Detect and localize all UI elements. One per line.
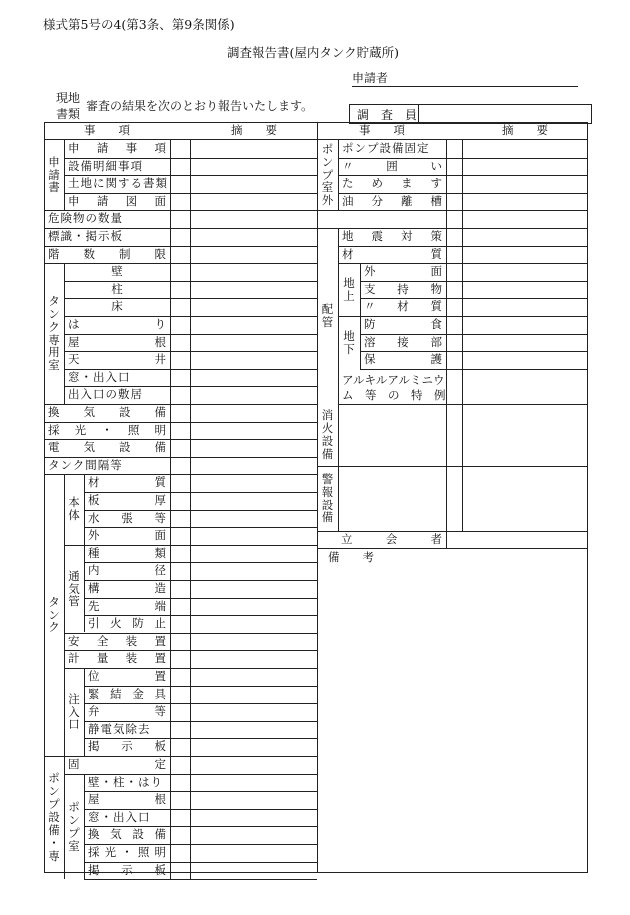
pump-room-group-label: ポ ン プ 室 bbox=[68, 800, 80, 853]
left-summary-header: 摘 要 bbox=[231, 122, 277, 137]
right-summary-header: 摘 要 bbox=[502, 122, 548, 137]
left-check-cell[interactable] bbox=[171, 387, 190, 404]
inspector-label: 調 査 員 bbox=[357, 108, 418, 122]
left-check-cell[interactable] bbox=[171, 299, 190, 316]
right-summary-cell[interactable] bbox=[463, 194, 588, 211]
left-item-row: 緊 結 金 具 bbox=[88, 687, 166, 702]
chuu-group-label: 注 入 口 bbox=[68, 691, 80, 732]
alkyl-aluminum-row bbox=[342, 373, 446, 404]
right-item-header: 事 項 bbox=[359, 122, 405, 137]
left-summary-cell[interactable] bbox=[191, 528, 317, 545]
shouka-label: 消 火 設 備 bbox=[321, 408, 334, 461]
tachiai-row: 立 会 者 bbox=[341, 532, 442, 547]
right-summary-cell[interactable] bbox=[463, 229, 588, 246]
left-check-cell[interactable] bbox=[171, 775, 190, 792]
right-check-cell[interactable] bbox=[447, 335, 462, 352]
left-item-row: 土地に関する書類 bbox=[68, 176, 168, 191]
left-check-cell[interactable] bbox=[171, 792, 190, 809]
left-item-row: 採 光 ・ 照 明 bbox=[88, 845, 166, 860]
left-summary-cell[interactable] bbox=[191, 335, 317, 352]
haikan-group-label: 配 管 bbox=[321, 302, 334, 329]
left-item-row: 壁・柱・はり bbox=[88, 775, 163, 790]
left-check-cell[interactable] bbox=[171, 335, 190, 352]
left-check-cell[interactable] bbox=[171, 845, 190, 862]
intro-text: 審査の結果を次のとおり報告いたします。 bbox=[86, 99, 314, 113]
right-summary-cell[interactable] bbox=[463, 211, 588, 228]
left-item-row: 安 全 装 置 bbox=[68, 634, 166, 649]
left-summary-cell[interactable] bbox=[191, 722, 317, 739]
alkyl-line-1: アルキルアルミニウ bbox=[342, 372, 445, 387]
left-item-row: 階 数 制 限 bbox=[48, 247, 166, 262]
right-summary-cell[interactable] bbox=[463, 352, 588, 369]
left-check-cell[interactable] bbox=[171, 317, 190, 334]
inspector-field[interactable] bbox=[419, 105, 591, 123]
left-summary-cell[interactable] bbox=[191, 845, 317, 862]
right-summary-cell[interactable] bbox=[463, 299, 588, 316]
applicant-label: 申請者 bbox=[352, 71, 389, 85]
left-summary-cell[interactable] bbox=[191, 827, 317, 844]
right-check-cell[interactable] bbox=[447, 176, 462, 193]
left-item-header: 事 項 bbox=[84, 122, 130, 137]
left-check-cell[interactable] bbox=[171, 264, 190, 281]
left-item-row: 採 光 ・ 照 明 bbox=[48, 423, 166, 438]
left-item-row: 申 請 図 面 bbox=[68, 194, 166, 209]
left-summary-cell[interactable] bbox=[191, 616, 317, 633]
left-item-row: 固 定 bbox=[68, 757, 166, 772]
left-item-row: 柱 bbox=[111, 282, 123, 297]
left-item-row: 床 bbox=[111, 299, 123, 314]
right-summary-cell[interactable] bbox=[463, 282, 588, 299]
left-summary-cell[interactable] bbox=[191, 651, 317, 668]
left-item-row: 天 井 bbox=[68, 352, 166, 367]
left-check-cell[interactable] bbox=[171, 687, 190, 704]
right-summary-cell[interactable] bbox=[463, 370, 588, 404]
left-check-cell[interactable] bbox=[171, 211, 190, 228]
left-item-row: 弁 等 bbox=[88, 704, 166, 719]
haikan-row: 保 護 bbox=[364, 352, 442, 367]
chika-group-label: 地 下 bbox=[343, 328, 355, 356]
left-check-cell[interactable] bbox=[171, 810, 190, 827]
right-summary-cell[interactable] bbox=[463, 467, 588, 531]
right-summary-cell[interactable] bbox=[463, 264, 588, 281]
tank-room-group-label: タ ン ク 専 用 室 bbox=[48, 293, 60, 373]
left-summary-cell[interactable] bbox=[191, 775, 317, 792]
left-summary-cell[interactable] bbox=[191, 511, 317, 528]
pump-out-row: 油 分 離 槽 bbox=[342, 194, 442, 209]
left-summary-cell[interactable] bbox=[191, 229, 317, 246]
left-summary-cell[interactable] bbox=[191, 458, 317, 475]
left-summary-cell[interactable] bbox=[191, 387, 317, 404]
left-item-row: 換 気 設 備 bbox=[48, 405, 166, 420]
left-check-cell[interactable] bbox=[171, 458, 190, 475]
left-summary-cell[interactable] bbox=[191, 704, 317, 721]
left-item-row: 屋 根 bbox=[88, 792, 166, 807]
left-summary-cell[interactable] bbox=[191, 211, 317, 228]
left-summary-cell[interactable] bbox=[191, 282, 317, 299]
haikan-row: 材 質 bbox=[342, 247, 442, 262]
left-check-cell[interactable] bbox=[171, 352, 190, 369]
hontai-group-label: 本 体 bbox=[68, 495, 80, 522]
left-check-cell[interactable] bbox=[171, 722, 190, 739]
left-check-cell[interactable] bbox=[171, 599, 190, 616]
left-check-cell[interactable] bbox=[171, 423, 190, 440]
left-check-cell[interactable] bbox=[171, 634, 190, 651]
right-check-cell[interactable] bbox=[447, 352, 462, 369]
haikan-row: 防 食 bbox=[364, 317, 442, 332]
pump-group-label: ポ ン プ 設 備 ・ 専 bbox=[48, 771, 60, 863]
pump-out-row: 〃 囲 い bbox=[342, 159, 442, 174]
right-summary-cell[interactable] bbox=[463, 176, 588, 193]
left-summary-cell[interactable] bbox=[191, 475, 317, 492]
tank-group-label: タ ン ク bbox=[48, 594, 60, 635]
left-item-row: 壁 bbox=[111, 264, 123, 279]
left-summary-cell[interactable] bbox=[191, 739, 317, 756]
left-summary-cell[interactable] bbox=[191, 687, 317, 704]
left-check-cell[interactable] bbox=[171, 440, 190, 457]
left-item-row: 引 火 防 止 bbox=[88, 616, 166, 631]
left-check-cell[interactable] bbox=[171, 827, 190, 844]
left-summary-cell[interactable] bbox=[191, 493, 317, 510]
left-check-cell[interactable] bbox=[171, 581, 190, 598]
left-summary-cell[interactable] bbox=[191, 352, 317, 369]
left-check-cell[interactable] bbox=[171, 176, 190, 193]
right-summary-cell[interactable] bbox=[463, 335, 588, 352]
left-item-row: 窓・出入口 bbox=[68, 370, 131, 385]
left-summary-cell[interactable] bbox=[191, 757, 317, 774]
left-check-cell[interactable] bbox=[171, 141, 190, 158]
left-summary-cell[interactable] bbox=[191, 792, 317, 809]
right-summary-cell[interactable] bbox=[463, 317, 588, 334]
left-check-cell[interactable] bbox=[171, 493, 190, 510]
left-item-row: 材 質 bbox=[88, 475, 166, 490]
shinsei-group-label: 申 請 書 bbox=[48, 154, 60, 195]
left-item-row: 水 張 等 bbox=[88, 511, 166, 526]
left-item-row: 内 径 bbox=[88, 563, 166, 578]
left-item-row: 申 請 事 項 bbox=[68, 141, 166, 156]
haikan-row: 溶 接 部 bbox=[364, 335, 442, 350]
left-check-cell[interactable] bbox=[171, 282, 190, 299]
form-number: 様式第5号の4(第3条、第9条関係) bbox=[43, 17, 235, 32]
left-item-row: 静電気除去 bbox=[88, 722, 151, 737]
left-summary-cell[interactable] bbox=[191, 299, 317, 316]
keihou-label: 警 報 設 備 bbox=[321, 471, 334, 525]
left-check-cell[interactable] bbox=[171, 405, 190, 422]
left-item-row: 掲 示 板 bbox=[88, 863, 166, 878]
right-check-cell[interactable] bbox=[447, 282, 462, 299]
left-check-cell[interactable] bbox=[171, 757, 190, 774]
left-check-cell[interactable] bbox=[171, 616, 190, 633]
left-check-cell[interactable] bbox=[171, 370, 190, 387]
applicant-underline bbox=[352, 86, 578, 87]
left-item-row: 板 厚 bbox=[88, 493, 166, 508]
pump-out-group-label: ポ ン プ 室 外 bbox=[321, 141, 334, 208]
left-item-row: 危険物の数量 bbox=[48, 211, 123, 226]
left-check-cell[interactable] bbox=[171, 475, 190, 492]
left-summary-cell[interactable] bbox=[191, 546, 317, 563]
right-check-cell[interactable] bbox=[447, 141, 462, 158]
left-item-row: 種 類 bbox=[88, 546, 166, 561]
right-check-cell[interactable] bbox=[447, 299, 462, 316]
left-check-cell[interactable] bbox=[171, 159, 190, 176]
applicant-field[interactable] bbox=[392, 68, 578, 86]
left-summary-cell[interactable] bbox=[191, 581, 317, 598]
right-summary-cell[interactable] bbox=[463, 247, 588, 264]
left-check-cell[interactable] bbox=[171, 863, 190, 880]
left-check-cell[interactable] bbox=[171, 194, 190, 211]
left-summary-cell[interactable] bbox=[191, 405, 317, 422]
left-check-cell[interactable] bbox=[171, 546, 190, 563]
left-summary-cell[interactable] bbox=[191, 176, 317, 193]
left-summary-cell[interactable] bbox=[191, 634, 317, 651]
left-summary-cell[interactable] bbox=[191, 317, 317, 334]
pump-out-row: ポンプ設備固定 bbox=[342, 141, 430, 156]
right-check-cell[interactable] bbox=[447, 194, 462, 211]
right-check-cell[interactable] bbox=[447, 317, 462, 334]
left-check-cell[interactable] bbox=[171, 739, 190, 756]
left-summary-cell[interactable] bbox=[191, 159, 317, 176]
right-check-cell[interactable] bbox=[447, 211, 462, 228]
left-summary-cell[interactable] bbox=[191, 264, 317, 281]
right-check-cell[interactable] bbox=[447, 405, 462, 466]
right-check-cell[interactable] bbox=[447, 247, 462, 264]
left-summary-cell[interactable] bbox=[191, 194, 317, 211]
left-summary-cell[interactable] bbox=[191, 440, 317, 457]
left-check-cell[interactable] bbox=[171, 511, 190, 528]
left-check-cell[interactable] bbox=[171, 704, 190, 721]
remarks-label: 備 考 bbox=[328, 549, 374, 564]
page-title: 調査報告書(屋内タンク貯蔵所) bbox=[227, 45, 400, 60]
right-summary-cell[interactable] bbox=[463, 141, 588, 158]
right-check-cell[interactable] bbox=[447, 159, 462, 176]
left-summary-cell[interactable] bbox=[191, 669, 317, 686]
left-item-row: 出入口の敷居 bbox=[68, 387, 143, 402]
left-item-row: 位 置 bbox=[88, 669, 166, 684]
left-summary-cell[interactable] bbox=[191, 563, 317, 580]
right-check-cell[interactable] bbox=[447, 264, 462, 281]
left-check-cell[interactable] bbox=[171, 669, 190, 686]
left-check-cell[interactable] bbox=[171, 229, 190, 246]
left-item-row: 設備明細事項 bbox=[68, 159, 143, 174]
left-summary-cell[interactable] bbox=[191, 423, 317, 440]
right-summary-cell[interactable] bbox=[463, 159, 588, 176]
chijou-group-label: 地 上 bbox=[343, 275, 355, 303]
right-check-cell[interactable] bbox=[447, 229, 462, 246]
left-check-cell[interactable] bbox=[171, 247, 190, 264]
left-summary-cell[interactable] bbox=[191, 247, 317, 264]
left-summary-cell[interactable] bbox=[191, 810, 317, 827]
tsuki-group-label: 通 気 管 bbox=[68, 568, 80, 609]
left-check-cell[interactable] bbox=[171, 651, 190, 668]
right-check-cell[interactable] bbox=[447, 370, 462, 404]
left-summary-cell[interactable] bbox=[191, 863, 317, 880]
tachiai-field[interactable] bbox=[447, 532, 588, 549]
remarks-field[interactable] bbox=[318, 566, 587, 872]
left-summary-cell[interactable] bbox=[191, 141, 317, 158]
left-item-row: 換 気 設 備 bbox=[88, 827, 166, 842]
left-item-row: 先 端 bbox=[88, 599, 166, 614]
haikan-row: 地 震 対 策 bbox=[342, 229, 442, 244]
left-item-row: 窓・出入口 bbox=[88, 810, 151, 825]
doc-type-label-1: 現地 bbox=[56, 91, 81, 105]
left-item-row: は り bbox=[68, 317, 166, 332]
pump-out-row: た め ま す bbox=[342, 176, 442, 191]
haikan-row: 〃 材 質 bbox=[364, 299, 442, 314]
right-summary-cell[interactable] bbox=[463, 405, 588, 466]
haikan-row: 支 持 物 bbox=[364, 282, 442, 297]
left-item-row: 電 気 設 備 bbox=[48, 440, 166, 455]
left-summary-cell[interactable] bbox=[191, 599, 317, 616]
haikan-row: 外 面 bbox=[364, 264, 442, 279]
right-check-cell[interactable] bbox=[447, 467, 462, 531]
left-item-row: 計 量 装 置 bbox=[68, 651, 166, 666]
left-check-cell[interactable] bbox=[171, 563, 190, 580]
left-check-cell[interactable] bbox=[171, 528, 190, 545]
left-item-row: タンク間隔等 bbox=[48, 458, 123, 473]
left-summary-cell[interactable] bbox=[191, 370, 317, 387]
left-item-row: 掲 示 板 bbox=[88, 739, 166, 754]
doc-type-label-2: 書類 bbox=[56, 107, 81, 121]
left-item-row: 標識・掲示板 bbox=[48, 229, 123, 244]
left-item-row: 屋 根 bbox=[68, 335, 166, 350]
alkyl-line-2: ム 等 の 特 例 bbox=[342, 388, 446, 403]
left-item-row: 構 造 bbox=[88, 581, 166, 596]
left-item-row: 外 面 bbox=[88, 528, 166, 543]
